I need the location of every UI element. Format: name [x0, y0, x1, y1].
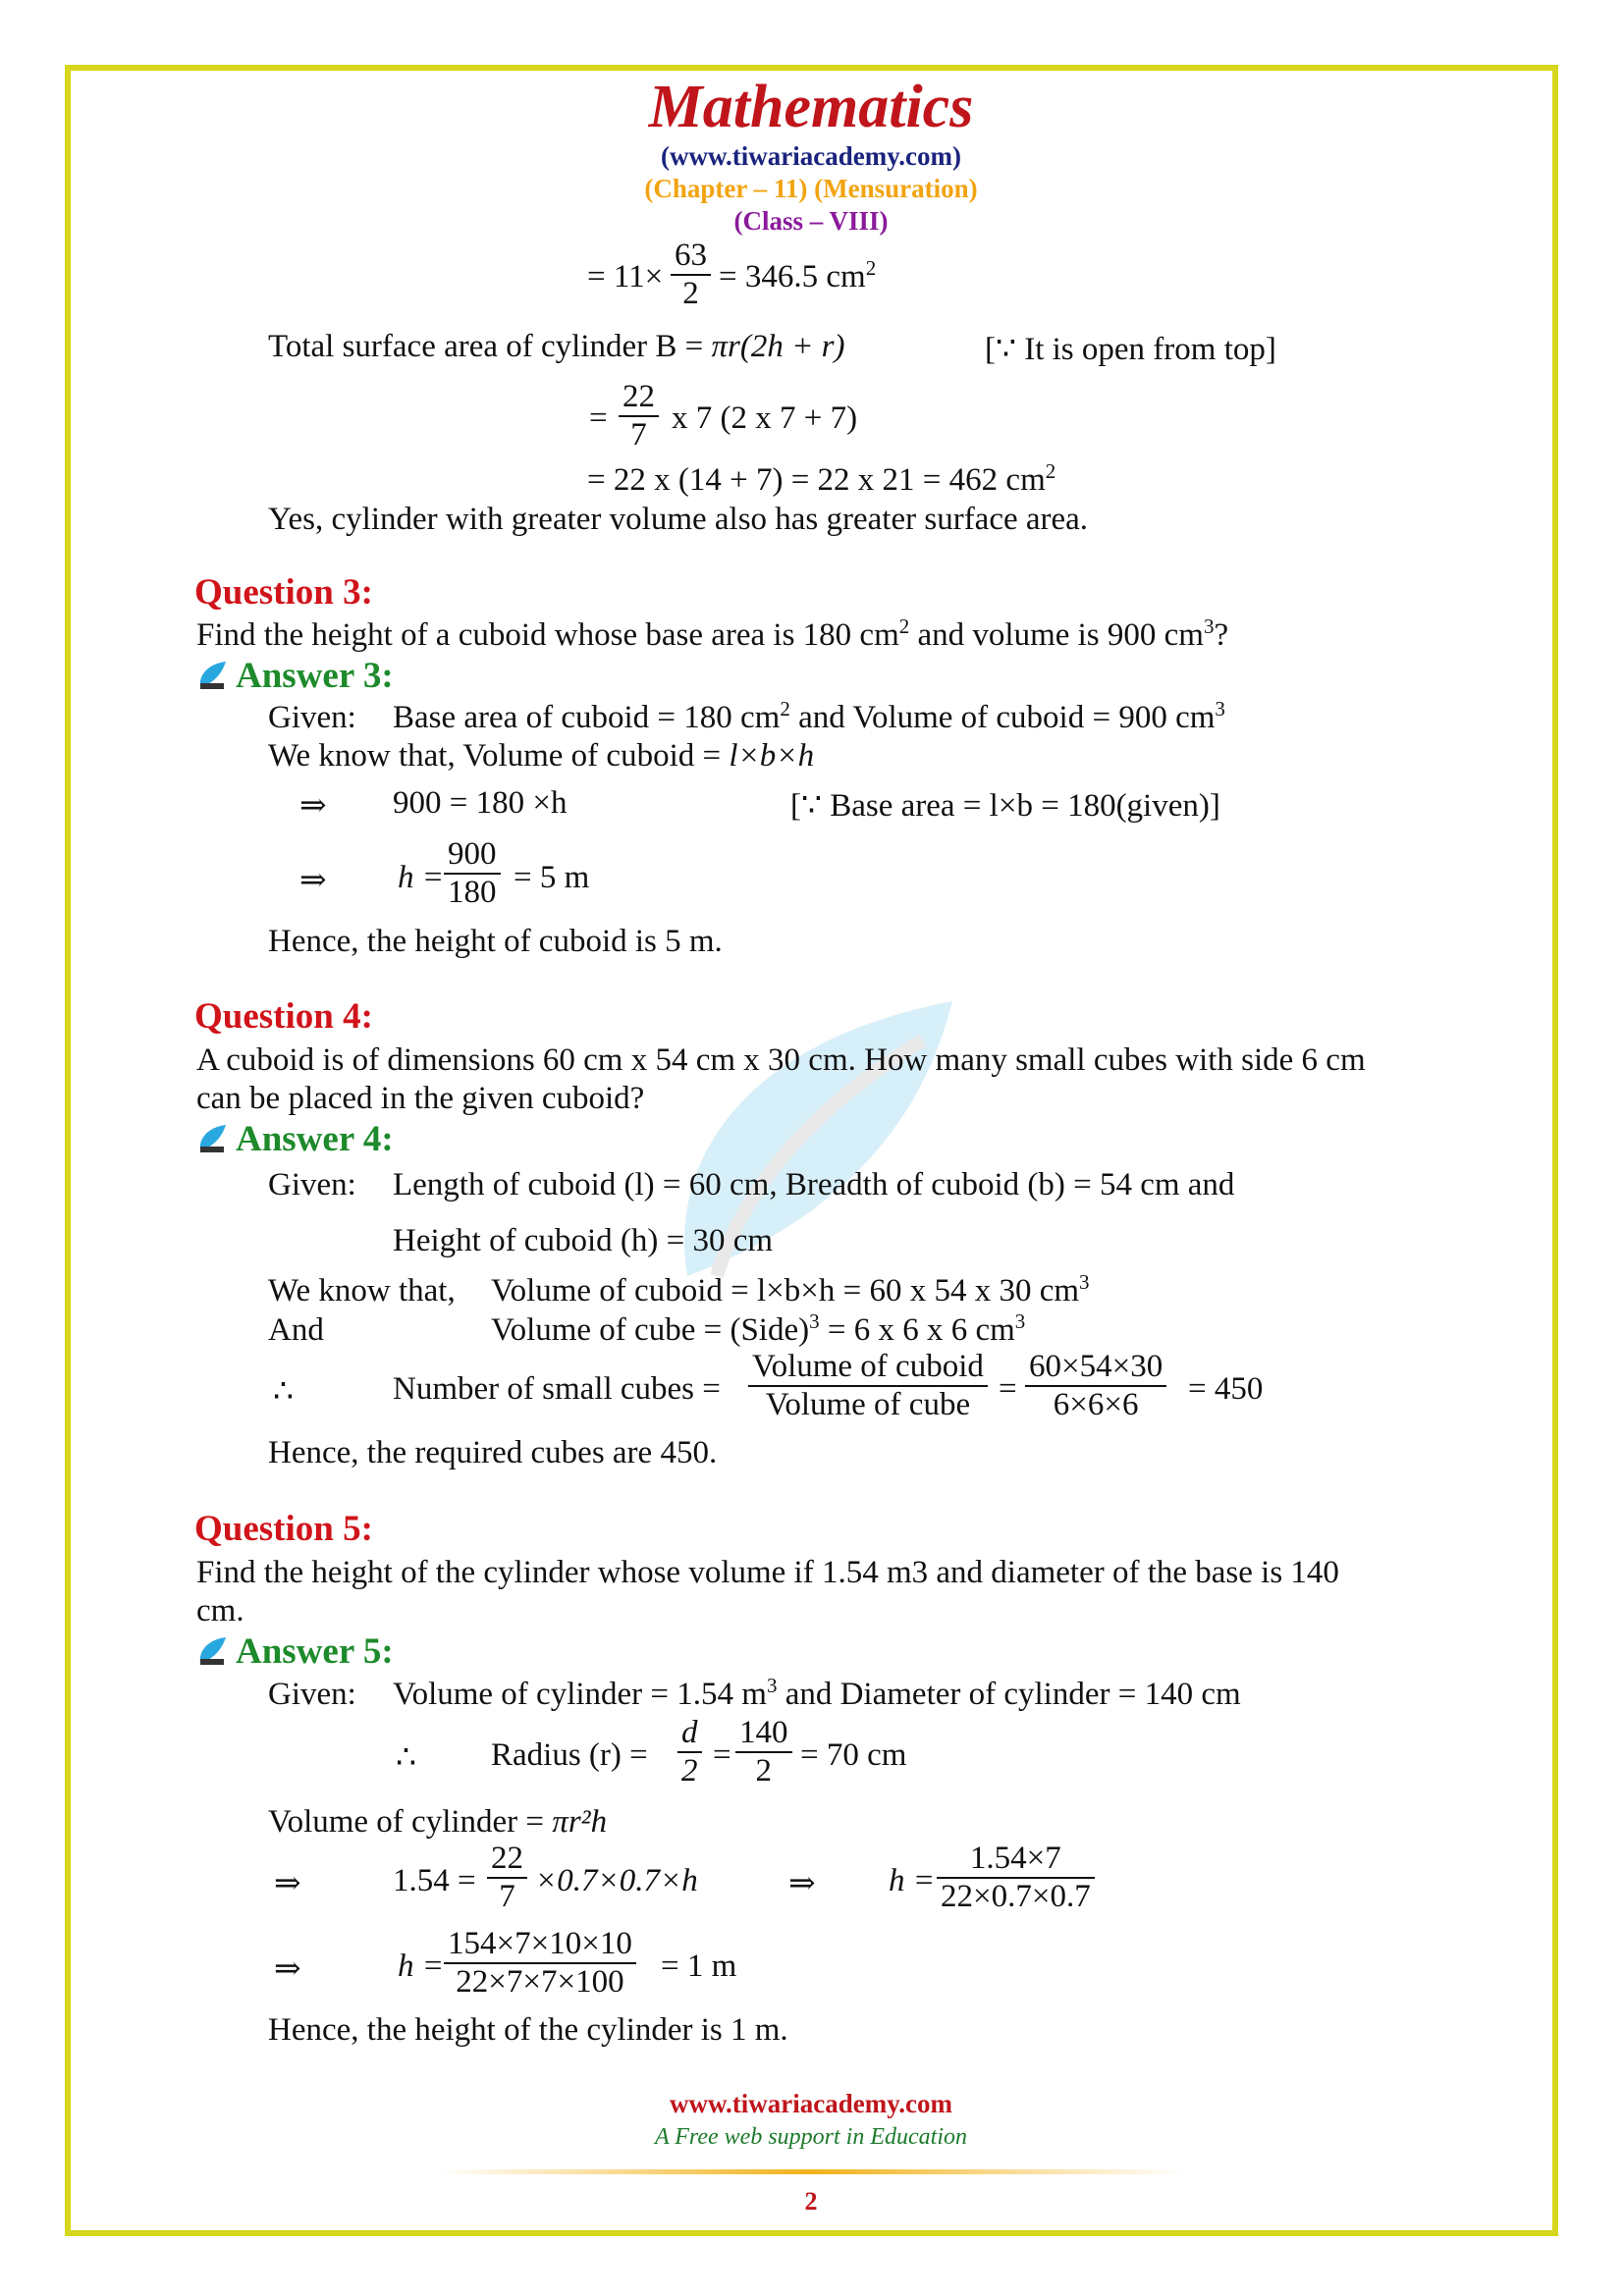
answer-5-step2-lhs: h =	[398, 1949, 445, 1984]
implies-symbol: ⇒	[274, 1866, 301, 1901]
answer-3-step1-note: [∵ Base area = l×b = 180(given)]	[790, 788, 1220, 824]
cont-line2-note: [∵ It is open from top]	[985, 332, 1276, 367]
implies-symbol: ⇒	[274, 1951, 301, 1987]
question-4-text-line2: can be placed in the given cuboid?	[196, 1081, 645, 1116]
cont-line4: = 22 x (14 + 7) = 22 x 21 = 462 $cm^2$	[587, 459, 1056, 498]
answer-4-given-line2: Height of cuboid (h) = 30 cm	[393, 1223, 774, 1258]
cont-line2: Total surface area of cylinder B = πr(2h + r)	[268, 329, 845, 364]
answer-3-know: We know that, Volume of cuboid = l×b×h	[268, 738, 815, 774]
answer-5-volume-label: Volume of cylinder = πr²h	[268, 1804, 608, 1840]
question-5-text-line1: Find the height of the cylinder whose volume if 1.54 m3 and diameter of the base is 140	[196, 1555, 1339, 1590]
answer-5-step1-fraction: $\frac{22}{7}$	[487, 1841, 527, 1915]
implies-symbol: ⇒	[299, 863, 327, 898]
answer-4-and-text: Volume of cube = (Side)$^3$ = 6 x 6 x 6 $cm^3$	[491, 1309, 1026, 1348]
answer-5-radius-fraction2: $\frac{140}{2}$	[735, 1715, 792, 1789]
cont-line3-post: x 7 (2 x 7 + 7)	[672, 400, 858, 436]
page-number: 2	[804, 2187, 818, 2216]
answer-4-num-label: Number of small cubes =	[393, 1371, 721, 1407]
answer-3-heading: Answer 3:	[236, 656, 394, 696]
answer-4-know-label: We know that,	[268, 1273, 456, 1308]
answer-5-icon	[196, 1635, 228, 1667]
answer-5-step1-lhs: 1.54 =	[393, 1863, 476, 1898]
implies-symbol: ⇒	[788, 1866, 816, 1901]
footer-tagline: A Free web support in Education	[655, 2124, 967, 2150]
question-4-heading: Question 4:	[194, 996, 373, 1037]
answer-5-radius-label: Radius (r) =	[491, 1737, 648, 1773]
answer-4-know-text: Volume of cuboid = l×b×h = 60 x 54 x 30 $cm^3$	[491, 1270, 1090, 1308]
answer-4-heading: Answer 4:	[236, 1119, 394, 1159]
answer-3-given-label: Given:	[268, 700, 356, 735]
header-site: (www.tiwariacademy.com)	[661, 141, 961, 171]
answer-4-hence: Hence, the required cubes are 450.	[268, 1435, 718, 1470]
page-title: Mathematics	[648, 74, 974, 140]
question-3-heading: Question 3:	[194, 572, 373, 613]
answer-5-step2-fraction: $\frac{154\times 7\times 10\times 10}{22\times 7\times 7\times 100}$	[444, 1926, 636, 2001]
answer-5-step1-rhs-fraction: $\frac{1.54\times 7}{22\times 0.7\times 0.7}$	[937, 1841, 1095, 1915]
answer-5-radius-fraction1: $\frac{d}{2}$	[677, 1715, 702, 1789]
question-5-text-line2: cm.	[196, 1593, 244, 1629]
footer-site: www.tiwariacademy.com	[670, 2089, 952, 2118]
answer-3-icon	[196, 660, 228, 691]
answer-5-step2-result: = 1 m	[661, 1949, 737, 1984]
answer-4-icon	[196, 1123, 228, 1154]
answer-4-given-label: Given:	[268, 1167, 356, 1202]
answer-3-step2-result: = 5 m	[514, 860, 590, 895]
therefore-symbol: ∴	[396, 1740, 416, 1776]
question-3-text: Find the height of a cuboid whose base area is 180 $cm^2$ and volume is 900 $cm^3$?	[196, 614, 1229, 653]
therefore-symbol: ∴	[273, 1374, 294, 1410]
answer-3-step2-fraction: $\frac{900}{180}$	[444, 836, 501, 911]
answer-5-hence: Hence, the height of the cylinder is 1 m.	[268, 2012, 788, 2048]
answer-4-fraction-numbers: $\frac{60\times 54\times 30}{6\times 6\times 6}$	[1025, 1349, 1166, 1423]
cont-line5: Yes, cylinder with greater volume also has greater surface area.	[268, 502, 1089, 537]
answer-5-given-label: Given:	[268, 1677, 356, 1712]
answer-3-step2-lhs: h =	[398, 860, 445, 895]
cont-line1-pre: = 11×	[587, 259, 664, 294]
answer-4-given-line1: Length of cuboid (l) = 60 cm, Breadth of cuboid (b) = 54 cm and	[393, 1167, 1235, 1202]
answer-3-given: Base area of cuboid = 180 $cm^2$ and Volume of cuboid = 900 $cm^3$	[393, 697, 1225, 735]
answer-3-step1: 900 = 180 ×h	[393, 785, 568, 821]
answer-5-heading: Answer 5:	[236, 1631, 394, 1672]
answer-4-fraction-words: Volume of cuboid Volume of cube	[748, 1349, 988, 1423]
cont-line1-result: = 346.5 $cm^2$	[719, 256, 877, 294]
cont-line3-pre: =	[589, 400, 608, 436]
answer-4-eq: =	[999, 1371, 1017, 1407]
answer-4-and-label: And	[268, 1312, 324, 1348]
answer-5-step1-post: ×0.7×0.7×h	[535, 1863, 698, 1898]
answer-5-radius-result: = 70 cm	[800, 1737, 907, 1773]
header-chapter: (Chapter – 11) (Mensuration)	[644, 174, 978, 203]
answer-4-result: = 450	[1188, 1371, 1264, 1407]
question-5-heading: Question 5:	[194, 1509, 373, 1549]
cont-line3-fraction: $\frac{22}{7}$	[619, 379, 659, 454]
question-4-text-line1: A cuboid is of dimensions 60 cm x 54 cm x 30 cm. How many small cubes with side 6 cm	[196, 1042, 1366, 1078]
answer-5-given: Volume of cylinder = 1.54 $m^3$ and Diameter of cylinder = 140 cm	[393, 1674, 1241, 1712]
cont-line1-fraction: $\frac{63}{2}$	[671, 238, 711, 312]
answer-5-radius-eq: =	[713, 1737, 731, 1773]
footer-divider	[438, 2169, 1184, 2175]
answer-3-hence: Hence, the height of cuboid is 5 m.	[268, 924, 723, 959]
answer-5-step1-rhs-lhs: h =	[889, 1863, 936, 1898]
header-class: (Class – VIII)	[733, 206, 889, 236]
implies-symbol: ⇒	[299, 788, 327, 824]
